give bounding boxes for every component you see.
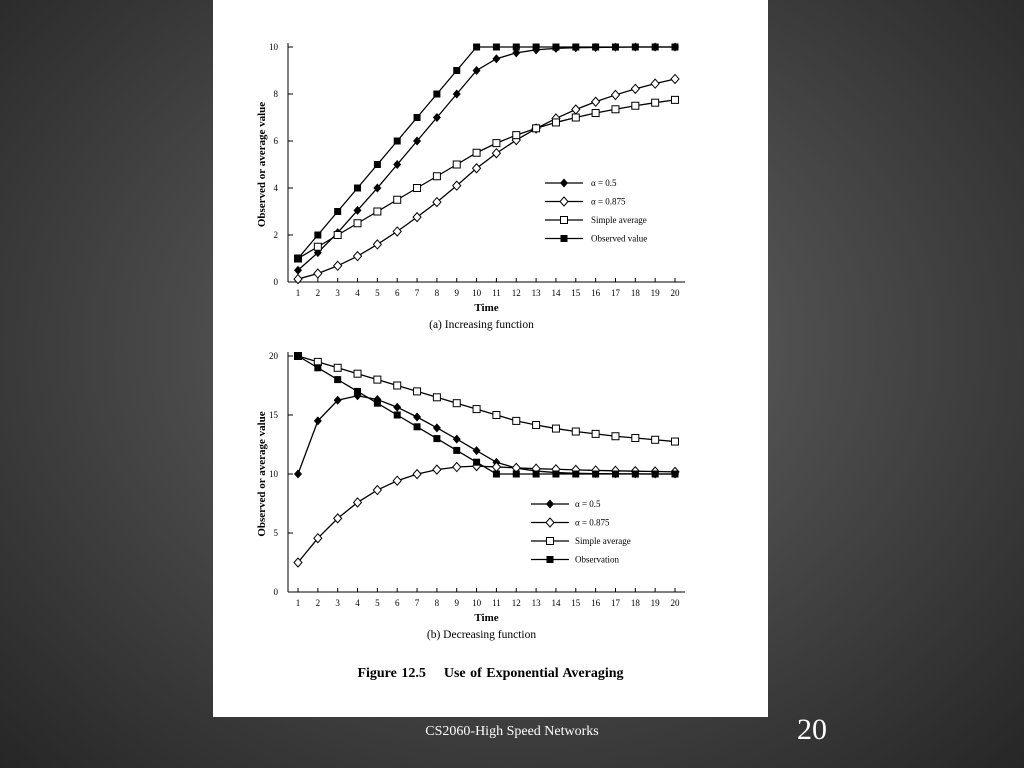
data-point <box>433 394 440 401</box>
data-point <box>473 459 480 466</box>
data-point <box>374 161 381 168</box>
data-point <box>354 220 361 227</box>
data-point <box>373 240 381 249</box>
data-point <box>374 400 381 407</box>
data-point <box>453 447 460 454</box>
data-point <box>314 269 322 278</box>
data-point <box>334 208 341 215</box>
legend-marker <box>546 500 554 509</box>
legend-entry <box>531 518 610 528</box>
data-point <box>433 465 441 474</box>
x-tick-label: 13 <box>531 288 541 298</box>
data-point <box>394 382 401 389</box>
y-tick-label: 4 <box>273 183 278 193</box>
data-point <box>552 471 559 478</box>
data-point <box>652 436 659 443</box>
legend-marker <box>546 518 554 527</box>
data-point <box>652 471 659 478</box>
x-tick-label: 17 <box>610 288 620 298</box>
figure-title: Use of Exponential Averaging <box>443 666 624 681</box>
data-point <box>453 400 460 407</box>
chart-a-increasing <box>256 42 685 331</box>
legend-label: α = 0.875 <box>575 517 610 528</box>
data-point <box>334 364 341 371</box>
figure-page <box>213 0 768 717</box>
data-point <box>473 44 480 51</box>
legend-label: α = 0.875 <box>591 196 626 207</box>
data-point <box>651 79 659 88</box>
data-point <box>354 185 361 192</box>
x-tick-label: 6 <box>394 598 400 608</box>
x-tick-label: 18 <box>630 288 640 298</box>
legend-label: Simple average <box>591 215 647 225</box>
data-point <box>592 430 599 437</box>
data-point <box>493 44 500 51</box>
data-point <box>533 471 540 478</box>
x-tick-label: 7 <box>414 288 420 298</box>
data-point <box>354 370 361 377</box>
legend-entry <box>531 555 619 565</box>
legend-marker <box>560 197 568 206</box>
x-tick-label: 10 <box>472 288 482 298</box>
data-point <box>394 138 401 145</box>
data-point <box>611 90 619 99</box>
legend-label: Observed value <box>591 233 648 244</box>
data-point <box>552 44 559 51</box>
data-point <box>552 119 559 126</box>
y-tick-label: 2 <box>273 230 278 240</box>
data-point <box>572 428 579 435</box>
series-1 <box>294 391 679 478</box>
x-tick-label: 9 <box>454 288 459 298</box>
data-point <box>453 435 461 444</box>
x-tick-label: 4 <box>355 288 360 298</box>
data-point <box>295 353 302 360</box>
figure-label: Figure 12.5 <box>357 666 426 681</box>
legend-label: α = 0.5 <box>591 178 617 188</box>
data-point <box>513 471 520 478</box>
data-point <box>393 403 401 412</box>
data-point <box>374 208 381 215</box>
x-tick-label: 7 <box>414 598 420 608</box>
data-point <box>314 243 321 250</box>
data-point <box>671 74 679 83</box>
data-point <box>493 471 500 478</box>
x-tick-label: 10 <box>472 598 482 608</box>
legend-entry <box>531 536 631 546</box>
data-point <box>453 67 460 74</box>
legend-entry <box>545 178 617 188</box>
x-tick-label: 13 <box>531 598 541 608</box>
x-tick-label: 15 <box>571 288 581 298</box>
x-tick-label: 9 <box>454 598 459 608</box>
y-tick-label: 0 <box>273 587 278 597</box>
data-point <box>612 471 619 478</box>
data-point <box>393 476 401 485</box>
legend-label: Observation <box>575 554 619 565</box>
x-axis-title: Time <box>474 612 499 624</box>
data-point <box>672 44 679 51</box>
legend-entry <box>545 215 647 225</box>
legend-label: Simple average <box>575 536 631 546</box>
data-point <box>473 406 480 413</box>
x-tick-label: 18 <box>630 598 640 608</box>
x-tick-label: 19 <box>650 288 660 298</box>
data-point <box>631 84 639 93</box>
y-tick-label: 15 <box>269 410 278 420</box>
data-point <box>334 232 341 239</box>
x-tick-label: 16 <box>591 288 601 298</box>
x-tick-label: 1 <box>295 288 301 298</box>
legend-marker <box>560 179 568 188</box>
x-tick-label: 20 <box>670 288 680 298</box>
data-point <box>513 44 520 51</box>
x-tick-label: 6 <box>394 288 400 298</box>
x-tick-label: 8 <box>434 598 440 608</box>
figure-caption <box>213 666 768 682</box>
series-4 <box>295 353 679 478</box>
y-tick-label: 6 <box>273 136 278 146</box>
chart-b-decreasing <box>256 351 685 641</box>
data-point <box>552 425 559 432</box>
y-axis-title: Observed or average value <box>256 411 268 537</box>
data-point <box>592 471 599 478</box>
data-point <box>334 261 342 270</box>
data-point <box>592 110 599 117</box>
data-point <box>632 435 639 442</box>
data-point <box>354 388 361 395</box>
data-point <box>433 423 441 432</box>
data-point <box>672 96 679 103</box>
x-tick-label: 19 <box>650 598 660 608</box>
y-tick-label: 8 <box>273 89 278 99</box>
data-point <box>354 498 362 507</box>
data-point <box>354 252 362 261</box>
data-point <box>612 433 619 440</box>
x-tick-label: 8 <box>434 288 440 298</box>
data-point <box>592 97 600 106</box>
x-tick-label: 14 <box>551 288 561 298</box>
data-point <box>493 412 500 419</box>
x-tick-label: 11 <box>492 288 501 298</box>
data-point <box>473 446 481 455</box>
series-2 <box>294 74 679 283</box>
data-point <box>413 413 421 422</box>
series-4 <box>295 44 679 263</box>
data-point <box>513 417 520 424</box>
data-point <box>453 161 460 168</box>
legend-entry <box>545 234 647 244</box>
data-point <box>414 185 421 192</box>
data-point <box>453 463 461 472</box>
legend-marker <box>547 556 554 563</box>
data-point <box>493 140 500 147</box>
data-point <box>612 44 619 51</box>
legend-marker <box>561 235 568 242</box>
data-point <box>672 471 679 478</box>
series-line <box>298 356 675 442</box>
x-tick-label: 11 <box>492 598 501 608</box>
legend-label: α = 0.5 <box>575 499 601 509</box>
data-point <box>632 471 639 478</box>
data-point <box>632 44 639 51</box>
x-tick-label: 2 <box>315 598 321 608</box>
x-tick-label: 17 <box>610 598 620 608</box>
slide-footer: CS2060-High Speed Networks <box>425 724 599 739</box>
series-2 <box>294 462 679 567</box>
x-axis-title: Time <box>474 302 499 314</box>
data-point <box>414 388 421 395</box>
data-point <box>652 44 659 51</box>
data-point <box>433 173 440 180</box>
data-point <box>374 376 381 383</box>
data-point <box>394 196 401 203</box>
data-point <box>572 44 579 51</box>
data-point <box>334 376 341 383</box>
data-point <box>513 132 520 139</box>
legend-entry <box>531 499 601 509</box>
data-point <box>492 54 500 63</box>
x-tick-label: 15 <box>571 598 581 608</box>
data-point <box>672 438 679 445</box>
slide-number: 20 <box>797 713 827 746</box>
data-point <box>314 232 321 239</box>
data-point <box>433 435 440 442</box>
data-point <box>295 255 302 262</box>
data-point <box>413 213 421 222</box>
data-point <box>314 364 321 371</box>
x-tick-label: 5 <box>375 288 380 298</box>
data-point <box>414 114 421 121</box>
data-point <box>572 114 579 121</box>
data-point <box>373 486 381 495</box>
data-point <box>414 423 421 430</box>
chart-caption: (b) Decreasing function <box>426 629 537 641</box>
series-3 <box>295 353 679 446</box>
legend-marker <box>561 217 568 224</box>
x-tick-label: 12 <box>511 598 521 608</box>
legend-marker <box>547 538 554 545</box>
data-point <box>473 149 480 156</box>
y-tick-label: 5 <box>273 528 278 538</box>
legend-entry <box>545 197 626 207</box>
data-point <box>533 44 540 51</box>
data-point <box>572 105 580 114</box>
data-point <box>572 471 579 478</box>
y-tick-label: 10 <box>269 469 278 479</box>
x-tick-label: 2 <box>315 288 321 298</box>
series-line <box>298 466 675 562</box>
data-point <box>632 102 639 109</box>
figure-charts <box>213 0 768 660</box>
y-tick-label: 0 <box>273 277 278 287</box>
y-tick-label: 10 <box>269 42 278 52</box>
x-tick-label: 5 <box>375 598 380 608</box>
x-tick-label: 12 <box>511 288 521 298</box>
data-point <box>612 106 619 113</box>
data-point <box>592 44 599 51</box>
x-tick-label: 14 <box>551 598 561 608</box>
x-tick-label: 1 <box>295 598 301 608</box>
data-point <box>433 91 440 98</box>
data-point <box>393 227 401 236</box>
y-axis-title: Observed or average value <box>256 101 268 228</box>
y-tick-label: 20 <box>269 351 278 361</box>
chart-caption: (a) Increasing function <box>429 319 534 331</box>
data-point <box>294 470 302 479</box>
data-point <box>413 470 421 479</box>
data-point <box>533 125 540 132</box>
x-tick-label: 3 <box>335 598 340 608</box>
data-point <box>394 412 401 419</box>
x-tick-label: 3 <box>335 288 340 298</box>
data-point <box>533 422 540 429</box>
x-tick-label: 16 <box>591 598 601 608</box>
data-point <box>652 99 659 106</box>
data-point <box>492 149 500 158</box>
x-tick-label: 4 <box>355 598 360 608</box>
x-tick-label: 20 <box>670 598 680 608</box>
